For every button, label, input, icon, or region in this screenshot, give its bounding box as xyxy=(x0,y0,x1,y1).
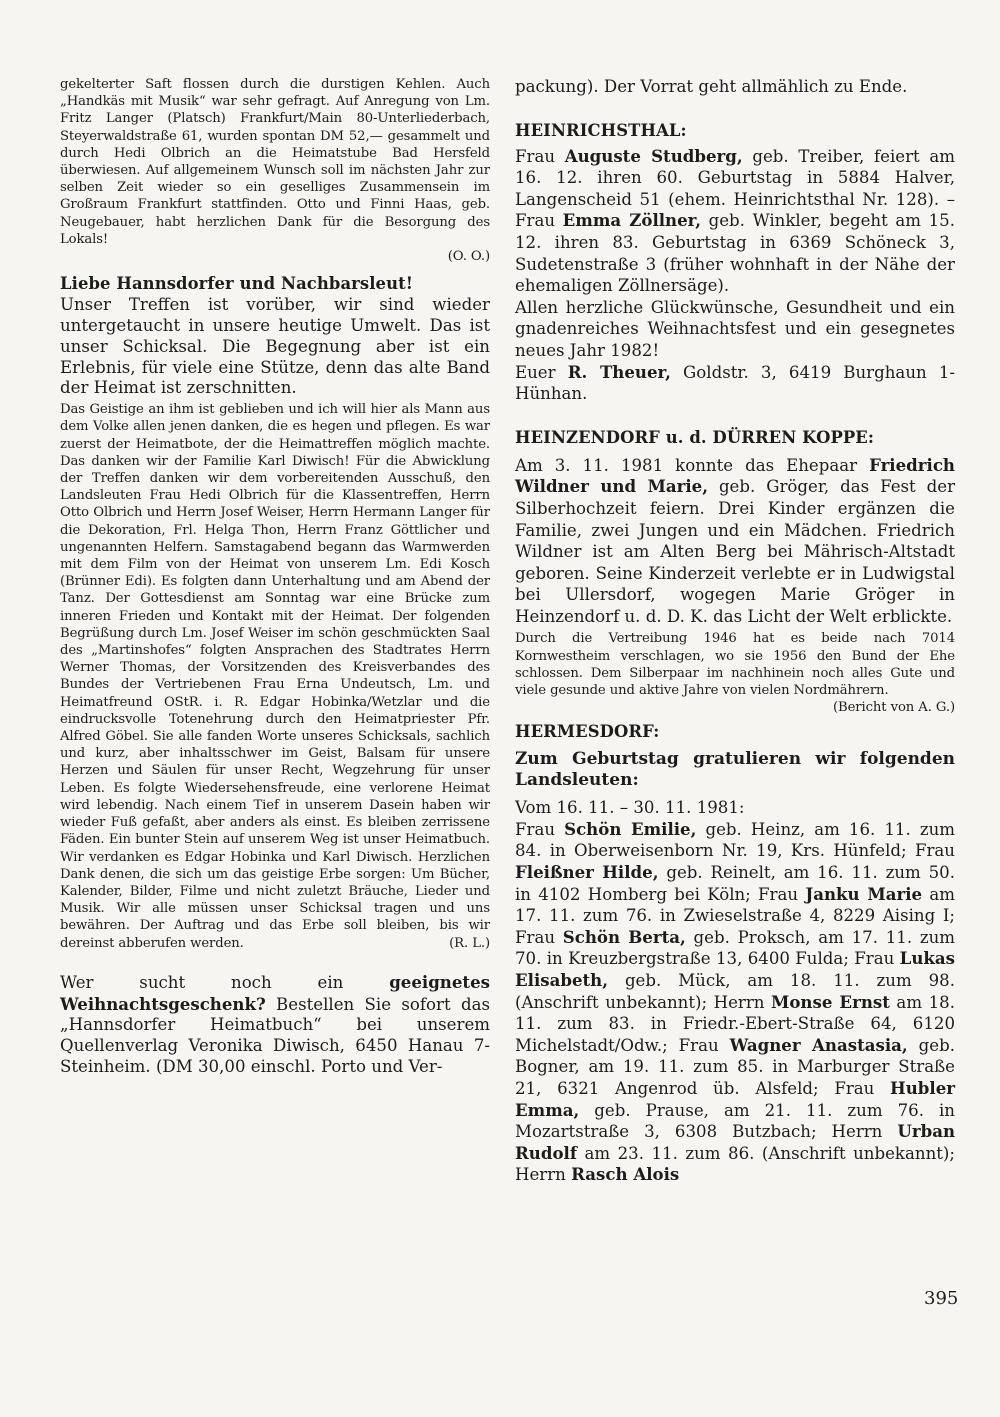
section-heading: HEINZENDORF u. d. DÜRREN KOPPE: xyxy=(515,427,875,447)
person-name: R. Theuer, xyxy=(567,361,671,382)
entry-details: geb. Mück, am 18. 11. zum 98. (Anschrift unbekannt); xyxy=(515,971,955,1012)
section-heading: HERMESDORF: xyxy=(515,722,660,742)
heinzendorf-history xyxy=(515,630,955,716)
report-signature: (Bericht von A. G.) xyxy=(832,700,955,716)
text: Durch die Vertreibung 1946 hat es beide nach 7014 Kornwestheim verschlagen, wo sie 1956 den Bund der Ehe schlossen. Dem Silberpaar im nachhinein noch alles Gute und viele gesunde und aktive Jahre von vielen Nordmährern. xyxy=(515,631,955,699)
text: Am 3. 11. 1981 konnte das Ehepaar xyxy=(515,455,870,475)
text: Goldstr. 3, 6419 Burghaun 1-Hünhan. xyxy=(515,362,956,404)
birthday-list xyxy=(515,819,955,1186)
continuation-paragraph: packung). Der Vorrat geht allmählich zu Ende. xyxy=(515,77,908,96)
person-name: Urban Rudolf xyxy=(515,1121,956,1163)
entry-details: geb. Heinz, am 16. 11. zum 84. in Oberweisenborn Nr. 19, Krs. Hünfeld; xyxy=(515,819,955,861)
text: Euer xyxy=(515,362,568,382)
person-name: Hubler Emma, xyxy=(515,1078,955,1120)
person-name: Rasch Alois xyxy=(571,1164,680,1185)
heinzendorf-anniversary xyxy=(515,455,955,628)
entry-details: am 18. 11. zum 83. in Friedr.-Ebert-Straße 64, 6120 Michelstadt/Odw.; xyxy=(515,992,955,1055)
person-name: Friedrich Wildner und Marie, xyxy=(515,454,955,497)
salutation: Frau xyxy=(678,1035,730,1055)
person-name: Emma Zöllner, xyxy=(562,210,701,231)
page-number: 395 xyxy=(924,1288,959,1309)
birthday-entry xyxy=(515,820,955,861)
salutation: Frau xyxy=(515,819,565,839)
salutation: Frau xyxy=(515,927,563,947)
letter-body xyxy=(60,401,490,952)
ad-bold: geeignetes Weihnachtsgeschenk? xyxy=(60,971,490,1014)
entry-details: geb. Proksch, am 17. 11. zum 70. in Kreuzbergstraße 13, 6400 Fulda; xyxy=(515,927,955,969)
person-name: Schön Emilie, xyxy=(564,818,697,839)
salutation: Herrn xyxy=(713,992,771,1012)
letter-body-text: Das Geistige an ihm ist geblieben und ich will hier als Mann aus dem Volke allen jenen danken, die es hegen und pflegen. Es war zuerst der Heimatbote, der die Heimattreffen möglich machte. Das danken wir der Familie Karl Diwisch! Für die Abwicklung der Treffen danken wir dem vorbereitenden Ausschuß, den Landsleuten Frau Hedi Olbrich für die Klassentreffen, Herrn Otto Olbrich und Herrn Josef Weiser, Herrn Hermann Langer für die Dekoration, Frl. Helga Thon, Herrn Franz Göttlicher und ungenannten Helfern. Samstagabend begann das Warmwerden mit dem Film von der Heimat von unserem Lm. Edi Kosch (Brünner Edi). Es folgten dann Unterhaltung und am Abend der Tanz. Der Gottesdienst am Sonntag war eine Brücke zum inneren Frieden und Kontakt mit der Heimat. Der folgenden Begrüßung durch Lm. Josef Weiser im schön geschmückten Saal des „Martinshofes“ folgten Ansprachen des Stadtrates Herrn Werner Thomas, der Vorsitzenden des Kreisverbandes des Bundes der Vertriebenen Frau Erna Undeutsch, Lm. und Heimatfreund OStR. i. R. Edgar Hobinka/Wetzlar und die eindrucksvolle Totenehrung durch den Heimatpriester Pfr. Alfred Göbel. Sie alle fanden Worte unseres Schicksals, sachlich und kurz, aber inhaltsschwer im Geist, Balsam für unsere Herzen und Säulen für unser Recht, Wegzehrung für unser Leben. Es folgte Wiedersehensfreude, eine verlorene Heimat wird lebendig. Nach einem Tief in unserem Dasein haben wir wieder Fuß gefaßt, aber anders als einst. Es bleiben zerrissene Fäden. Ein bunter Stein auf unserem Weg ist unser Heimatbuch. Wir verdanken es Edgar Hobinka und Karl Diwisch. Herzlichen Dank denen, die sich um das geistige Erbe sorgen: Um Bücher, Kalender, Bilder, Filme und nicht zuletzt Bräuche, Lieder und Musik. Wir alle müssen unser Schicksal tragen und uns bewähren. Der Auftrag und das Erbe soll bleiben, bis wir dereinst abberufen werden. xyxy=(60,402,490,951)
person-name: Wagner Anastasia, xyxy=(729,1034,908,1055)
salutation: Herrn xyxy=(515,1165,572,1185)
birthday-entry xyxy=(515,1165,679,1184)
section-heinrichsthal xyxy=(515,120,955,405)
heinrichsthal-signoff xyxy=(515,362,955,405)
entry-details: am 17. 11. zum 76. in Zwieselstraße 4, 8229 Aising I; xyxy=(515,884,955,926)
ad-rest: Bestellen Sie sofort das „Hannsdorfer Heimatbuch“ bei unserem Quellenverlag Veronika Diwisch, 6450 Hanau 7-Steinheim. (DM 30,00 einschl. Porto und Ver- xyxy=(60,994,490,1076)
salutation: Herrn xyxy=(831,1122,898,1142)
section-hermesdorf xyxy=(515,721,955,1186)
intro-paragraph: gekelterter Saft flossen durch die durstigen Kehlen. Auch „Handkäs mit Musik“ war sehr gefragt. Auf Anregung von Lm. Fritz Langer (Platsch) Frankfurt/Main 80-Unterliederbach, Steyerwaldstraße 61, wurden spontan DM 52,— gesammelt und durch Hedi Olbrich an die Heimatstube Bad Hersfeld überwiesen. Auf allgemeinem Wunsch soll im nächsten Jahr zur selben Zeit wieder so ein geselliges Zusammensein im Großraum Frankfurt stattfinden. Otto und Finni Haas, geb. Neugebauer, habt herzlichen Dank für die Besorgung des Lokals! xyxy=(60,77,490,247)
entry-details: geb. Reinelt, am 16. 11. zum 50. in 4102 Homberg bei Köln; xyxy=(515,863,955,904)
person-name: Janku Marie xyxy=(805,883,923,904)
book-advertisement xyxy=(60,972,490,1078)
text: geb. Gröger, das Fest der Silberhochzeit feiern. Drei Kinder ergänzen die Familie, zwei Jungen und ein Mädchen. Friedrich Wildner ist am Alten Berg bei Mährisch-Altstadt geboren. Seine Kinderzeit verlebte er in Ludwigstal bei Ullersdorf, wogegen Marie Gröger in Heinzendorf u. d. D. K. das Licht der Welt erblickte. xyxy=(515,477,955,626)
text: geb. Treiber, feiert am 16. 12. ihren 60. Geburtstag in 5884 Halver, Langenscheid 51 (ehem. Heinrichtsthal Nr. 128). – Frau xyxy=(515,146,955,231)
letter-lead: Unser Treffen ist vorüber, wir sind wieder untergetaucht in unsere heutige Umwelt. Das ist unser Schicksal. Die Begegnung aber ist ein Erlebnis, für viele eine Stütze, denn das alte Band der Heimat ist zerschnitten. xyxy=(60,295,490,398)
right-column xyxy=(515,76,955,1186)
person-name: Schön Berta, xyxy=(562,926,686,947)
salutation: Frau xyxy=(758,884,806,904)
heinrichsthal-birthdays xyxy=(515,146,955,297)
salutation: Frau xyxy=(854,949,900,969)
left-column xyxy=(60,76,490,1078)
section-subheading: Zum Geburtstag gratulieren wir folgenden Landsleuten: xyxy=(515,749,955,791)
entry-details: geb. Prause, am 21. 11. zum 76. in Mozartstraße 3, 6308 Butzbach; xyxy=(515,1100,955,1142)
person-name: Fleißner Hilde, xyxy=(515,862,659,883)
entry-details: am 23. 11. zum 86. (Anschrift unbekannt); xyxy=(576,1143,955,1163)
person-name: Monse Ernst xyxy=(771,991,890,1012)
entry-details: geb. Bogner, am 19. 11. zum 85. in Marburger Straße 21, 6321 Angenrod üb. Alsfeld; xyxy=(515,1035,955,1098)
text: geb. Winkler, begeht am 15. 12. ihren 83. Geburtstag in 6369 Schöneck 3, Sudetenstraße 3 (früher wohnhaft in der Nähe der ehemaligen Zöllnersäge). xyxy=(515,211,955,296)
section-heading: HEINRICHSTHAL: xyxy=(515,120,687,140)
person-name: Auguste Studberg, xyxy=(564,145,743,166)
salutation: Frau xyxy=(834,1079,891,1098)
intro-signature: (O. O.) xyxy=(447,249,490,265)
text: Frau xyxy=(515,146,565,166)
ad-prefix: Wer sucht noch ein xyxy=(60,972,390,992)
section-heinzendorf xyxy=(515,427,955,716)
heinrichsthal-greetings: Allen herzliche Glückwünsche, Gesundheit und ein gnadenreiches Weihnachtsfest und ein gesegnetes neues Jahr 1982! xyxy=(515,297,955,360)
person-name: Lukas Elisabeth, xyxy=(515,948,955,991)
letter-signature: (R. L.) xyxy=(449,935,490,951)
salutation: Frau xyxy=(914,841,955,861)
letter-heading: Liebe Hannsdorfer und Nachbarsleut! xyxy=(60,274,414,294)
birthday-period: Vom 16. 11. – 30. 11. 1981: xyxy=(515,798,745,818)
